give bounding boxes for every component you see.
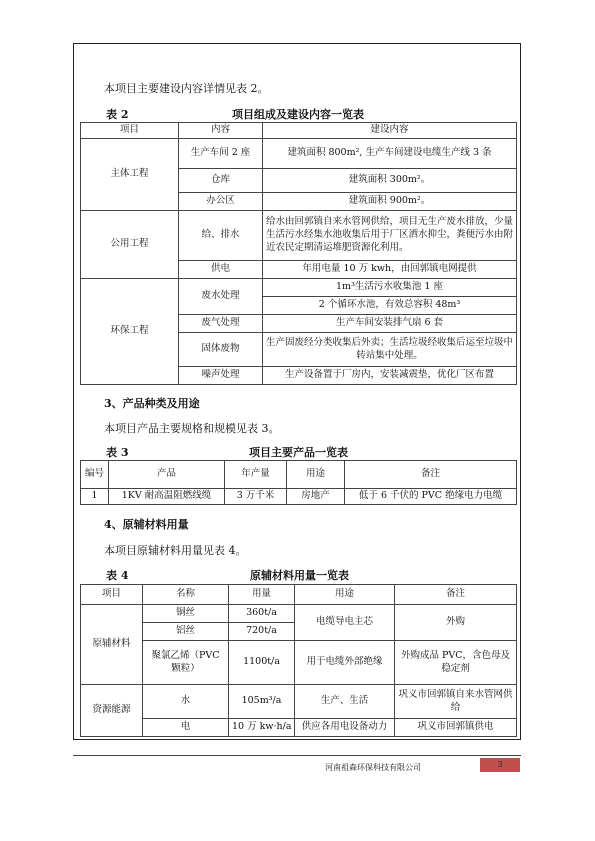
amount-cell: 360t/a bbox=[229, 605, 295, 623]
cell-use: 房地产 bbox=[287, 489, 345, 505]
name-cell: 电 bbox=[143, 719, 229, 737]
content-cell: 仓库 bbox=[179, 169, 263, 193]
header-use: 用途 bbox=[287, 461, 345, 489]
header-product: 产品 bbox=[109, 461, 225, 489]
remark-cell: 外购成品 PVC，含色母及稳定剂 bbox=[395, 641, 517, 685]
detail-cell: 生产车间安装排气扇 6 套 bbox=[263, 315, 517, 333]
detail-cell: 建筑面积 800m², 生产车间建设电缆生产线 3 条 bbox=[263, 139, 517, 169]
table2 bbox=[80, 122, 517, 385]
page-number: 3 bbox=[480, 758, 520, 772]
table-row bbox=[81, 685, 517, 719]
use-cell: 用于电缆外部绝缘 bbox=[295, 641, 395, 685]
use-cell: 供应各用电设备动力 bbox=[295, 719, 395, 737]
table-row bbox=[81, 279, 517, 297]
table-row bbox=[81, 605, 517, 623]
header-no: 编号 bbox=[81, 461, 109, 489]
remark-cell: 巩义市回郭镇供电 bbox=[395, 719, 517, 737]
detail-cell: 给水由回郭镇自来水管网供给，项目无生产废水排放，少量生活污水经集水池收集后用于厂区洒水抑尘，粪便污水由附近农民定期清运堆肥资源化利用。 bbox=[263, 211, 517, 261]
table4 bbox=[80, 584, 517, 737]
detail-cell: 建筑面积 300m²。 bbox=[263, 169, 517, 193]
content-cell: 办公区 bbox=[179, 193, 263, 211]
footer-divider bbox=[73, 755, 521, 756]
cell-product: 1KV 耐高温阻燃线缆 bbox=[109, 489, 225, 505]
header-remark: 备注 bbox=[395, 585, 517, 605]
intro-table4: 本项目原辅材料用量见表 4。 bbox=[104, 544, 247, 557]
table-header-row bbox=[81, 123, 517, 139]
content-cell: 生产车间 2 座 bbox=[179, 139, 263, 169]
cell-remark: 低于 6 千伏的 PVC 绝缘电力电缆 bbox=[345, 489, 517, 505]
name-cell: 铝丝 bbox=[143, 623, 229, 641]
table-row bbox=[81, 211, 517, 261]
header-detail: 建设内容 bbox=[263, 123, 517, 139]
header-amount: 用量 bbox=[229, 585, 295, 605]
cell-no: 1 bbox=[81, 489, 109, 505]
detail-cell: 生产设备置于厂房内，安装减震垫，优化厂区布置 bbox=[263, 367, 517, 385]
category-cell: 公用工程 bbox=[81, 211, 179, 279]
amount-cell: 105m³/a bbox=[229, 685, 295, 719]
header-name: 名称 bbox=[143, 585, 229, 605]
table-row bbox=[81, 641, 517, 685]
detail-cell: 建筑面积 900m²。 bbox=[263, 193, 517, 211]
intro-table2: 本项目主要建设内容详情见表 2。 bbox=[104, 82, 269, 95]
footer-company: 河南祖森环保科技有限公司 bbox=[325, 763, 421, 772]
detail-cell: 1m³生活污水收集池 1 座 bbox=[263, 279, 517, 297]
intro-table3: 本项目产品主要规格和规模见表 3。 bbox=[104, 422, 280, 435]
header-project: 项目 bbox=[81, 123, 179, 139]
detail-cell: 生产固废经分类收集后外卖；生活垃圾经收集后运至垃圾中转站集中处理。 bbox=[263, 333, 517, 367]
use-cell: 电缆导电主芯 bbox=[295, 605, 395, 641]
name-cell: 水 bbox=[143, 685, 229, 719]
section-4-heading: 4、原辅材料用量 bbox=[104, 518, 189, 531]
table2-title: 项目组成及建设内容一览表 bbox=[232, 108, 364, 121]
table4-label: 表 4 bbox=[106, 569, 129, 582]
table4-title: 原辅材料用量一览表 bbox=[250, 569, 349, 582]
header-annual-output: 年产量 bbox=[225, 461, 287, 489]
category-cell: 原辅材料 bbox=[81, 605, 143, 685]
header-content: 内容 bbox=[179, 123, 263, 139]
header-remark: 备注 bbox=[345, 461, 517, 489]
amount-cell: 720t/a bbox=[229, 623, 295, 641]
table3-title: 项目主要产品一览表 bbox=[249, 446, 348, 459]
section-3-heading: 3、产品种类及用途 bbox=[104, 397, 200, 410]
content-cell: 给、排水 bbox=[179, 211, 263, 261]
amount-cell: 10 万 kw·h/a bbox=[229, 719, 295, 737]
name-cell: 铜丝 bbox=[143, 605, 229, 623]
category-cell: 主体工程 bbox=[81, 139, 179, 211]
amount-cell: 1100t/a bbox=[229, 641, 295, 685]
table-row bbox=[81, 719, 517, 737]
table3-label: 表 3 bbox=[106, 446, 129, 459]
content-cell: 噪声处理 bbox=[179, 367, 263, 385]
table-header-row bbox=[81, 585, 517, 605]
content-cell: 废水处理 bbox=[179, 279, 263, 315]
remark-cell: 外购 bbox=[395, 605, 517, 641]
table2-label: 表 2 bbox=[106, 108, 129, 121]
table-row bbox=[81, 489, 517, 505]
content-cell: 废气处理 bbox=[179, 315, 263, 333]
content-cell: 固体废物 bbox=[179, 333, 263, 367]
header-project: 项目 bbox=[81, 585, 143, 605]
use-cell: 生产、生活 bbox=[295, 685, 395, 719]
detail-cell: 年用电量 10 万 kwh，由回郭镇电网提供 bbox=[263, 261, 517, 279]
category-cell: 资源能源 bbox=[81, 685, 143, 737]
remark-cell: 巩义市回郭镇自来水管网供给 bbox=[395, 685, 517, 719]
detail-cell: 2 个循环水池，有效总容积 48m³ bbox=[263, 297, 517, 315]
table-row bbox=[81, 139, 517, 169]
category-cell: 环保工程 bbox=[81, 279, 179, 385]
table3 bbox=[80, 460, 517, 505]
content-cell: 供电 bbox=[179, 261, 263, 279]
name-cell: 聚氯乙烯（PVC 颗粒） bbox=[143, 641, 229, 685]
cell-annual-output: 3 万千米 bbox=[225, 489, 287, 505]
table-header-row bbox=[81, 461, 517, 489]
header-use: 用途 bbox=[295, 585, 395, 605]
